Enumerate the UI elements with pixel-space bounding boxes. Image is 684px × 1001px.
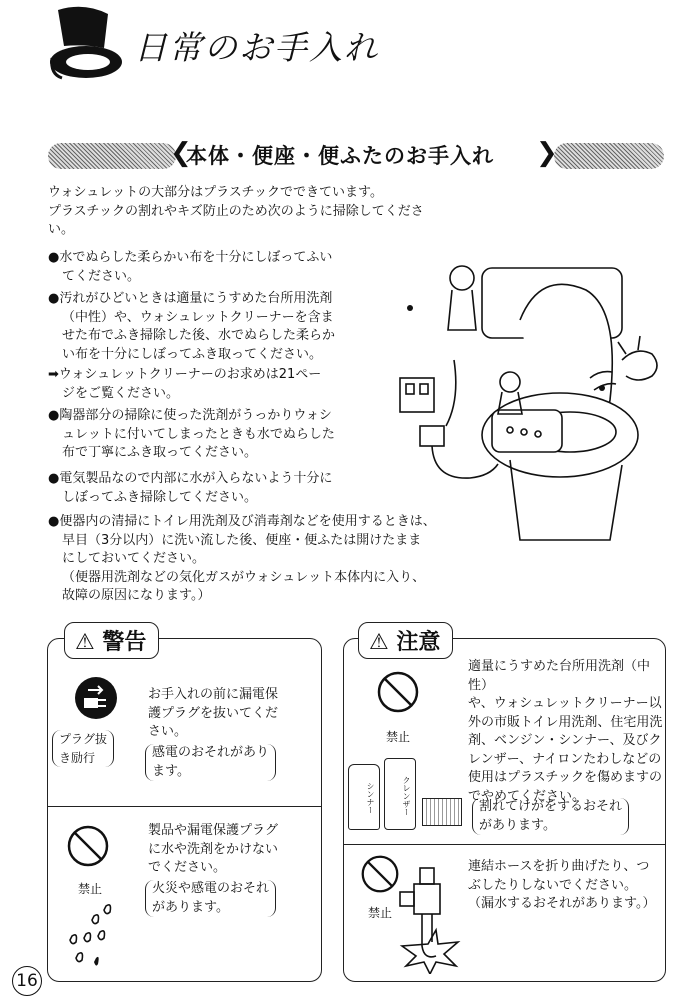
caution-tab-label: 注意: [396, 630, 441, 655]
caution-triangle-icon: ⚠: [369, 630, 389, 655]
water-drops-icon: [60, 900, 130, 972]
caution-item1-text: 適量にうすめた台所用洗剤（中性） や、ウォシュレットクリーナー以 外の市販トイレ用洗剤、住宅用洗 剤、ベンジン・シンナー、及びク レンザー、ナイロンたわしなどの 使用はプラスチックを傷めますの でやめてください。: [468, 659, 663, 804]
warning-item2-icon-label: 禁止: [78, 882, 103, 896]
section-bar-left-pattern: [48, 143, 176, 169]
caution-tab: [358, 622, 453, 659]
warning-item2-note: 火災や感電のおそれ があります。: [145, 880, 276, 917]
cleaner-reference: ➡ウォシュレットクリーナーのお求めは21ペー ジをご覧ください。: [48, 367, 322, 401]
caution-prohibited-icon-2: [360, 854, 400, 894]
cleanser-bottle-label: クレンザー: [402, 776, 411, 816]
warning-triangle-icon: ⚠: [75, 630, 95, 655]
warning-divider: [47, 806, 322, 807]
bullet-neutral-detergent: ●汚れがひどいときは適量にうすめた台所用洗剤 （中性）や、ウォシュレットクリーナーを含ま せた布でふき掃除した後、水でぬらした柔らか い布を十分にしぼってふき取ってください。: [48, 291, 336, 362]
intro-text: ウォシュレットの大部分はプラスチックでできています。 プラスチックの割れやキズ防止のため次のように掃除してくださ い。: [48, 185, 424, 237]
warning-item1-icon-label: プラグ抜 き励行: [52, 730, 114, 767]
bullet-toilet-detergent: ●便器内の清掃にトイレ用洗剤及び消毒剤などを使用するときは、 早目（3分以内）に洗い流した後、便座・便ふたは開けたまま にしておいてください。 （便器用洗剤などの気化ガスがウォシュレット本体内に入り、 故障の原因になります。）: [48, 514, 436, 603]
warning-tab: [64, 622, 159, 659]
caution-item1-note: 割れてけがをするおそれ があります。: [472, 798, 629, 835]
page-number-text: 16: [16, 971, 38, 991]
caution-item1-icon-label: 禁止: [386, 730, 411, 744]
warning-item2-text: 製品や漏電保護プラグ に水や洗剤をかけない でください。: [148, 823, 279, 875]
thinner-bottle-label: シンナー: [366, 782, 375, 814]
warning-item1-text: お手入れの前に漏電保 護プラグを抜いてくだ さい。: [148, 687, 279, 739]
caution-item2-text: 連結ホースを折り曲げたり、つ ぶしたりしないでください。 （漏水するおそれがあります。）: [468, 859, 656, 911]
page-title: 日常のお手入れ: [134, 28, 379, 67]
toilet-seat-icon: [44, 4, 130, 84]
caution-divider: [343, 844, 666, 845]
section-bar-left-bracket: ❮: [170, 138, 192, 168]
warning-item1-note: 感電のおそれがあり ます。: [145, 744, 276, 781]
warning-tab-label: 警告: [102, 630, 147, 655]
caution-item2-icon-label: 禁止: [368, 906, 393, 920]
bullet-soft-cloth: ●水でぬらした柔らかい布を十分にしぼってふい てください。: [48, 250, 333, 284]
scrub-sponge: [422, 798, 462, 826]
section-bar-right-bracket: ❯: [536, 138, 558, 168]
caution-prohibited-icon: [376, 670, 420, 714]
section-title: 本体・便座・便ふたのお手入れ: [186, 144, 494, 168]
bullet-ceramic-detergent: ●陶器部分の掃除に使った洗剤がうっかりウォシ ュレットに付いてしまったときも水でぬらした 布で丁寧にふき取ってください。: [48, 408, 335, 460]
toilet-illustration: [390, 250, 680, 550]
page-number: [12, 966, 42, 996]
unplug-icon: [74, 676, 118, 720]
hose-illustration: [396, 866, 466, 974]
bullet-electric-product: ●電気製品なので内部に水が入らないよう十分に しぼってふき掃除してください。: [48, 471, 333, 505]
section-bar-right-pattern: [554, 143, 664, 169]
warning-prohibited-icon: [66, 824, 110, 868]
